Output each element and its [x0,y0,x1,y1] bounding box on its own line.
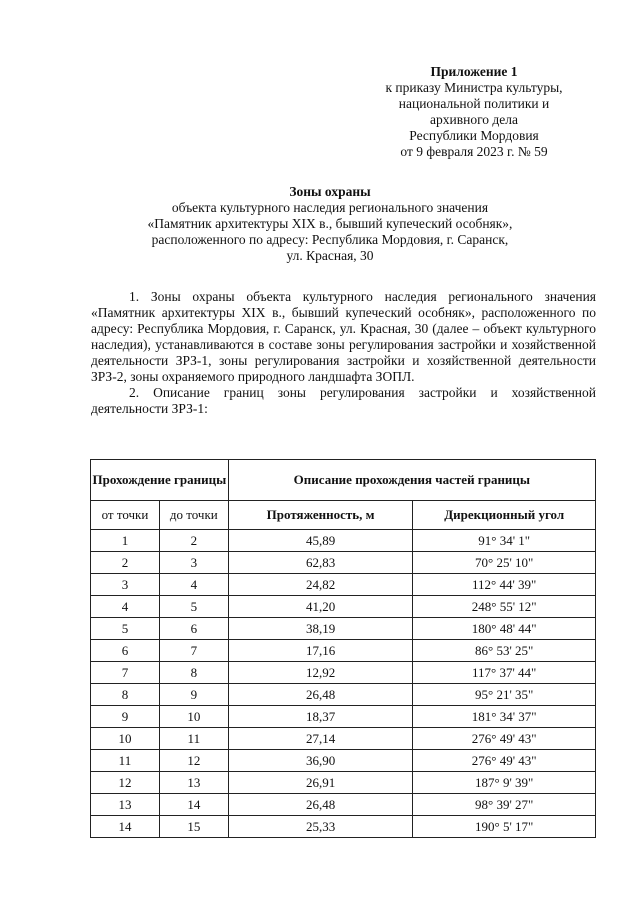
document-heading [100,184,560,264]
cell-length: 24,82 [228,574,413,596]
cell-angle: 70° 25' 10" [413,552,596,574]
body-text [91,289,596,417]
appendix-line: Республики Мордовия [409,128,539,143]
cell-to-point: 12 [159,750,228,772]
cell-angle: 180° 48' 44" [413,618,596,640]
cell-angle: 95° 21' 35" [413,684,596,706]
table-row [91,618,596,640]
cell-to-point: 10 [159,706,228,728]
table-subheader-row [91,501,596,530]
cell-from-point: 7 [91,662,160,684]
cell-from-point: 12 [91,772,160,794]
header-pass: Прохождение границы [91,460,229,501]
table-row [91,794,596,816]
heading-line: «Памятник архитектуры XIX в., бывший купеческий особняк», [147,216,513,231]
header-description: Описание прохождения частей границы [228,460,595,501]
cell-to-point: 5 [159,596,228,618]
cell-angle: 86° 53' 25" [413,640,596,662]
cell-to-point: 9 [159,684,228,706]
cell-angle: 190° 5' 17" [413,816,596,838]
cell-to-point: 13 [159,772,228,794]
heading-title: Зоны охраны [289,184,371,199]
appendix-line: национальной политики и [398,96,550,111]
table-row [91,530,596,552]
cell-from-point: 6 [91,640,160,662]
table-header-row [91,460,596,501]
cell-to-point: 11 [159,728,228,750]
cell-angle: 91° 34' 1" [413,530,596,552]
cell-to-point: 8 [159,662,228,684]
table-row [91,750,596,772]
cell-from-point: 3 [91,574,160,596]
cell-length: 26,91 [228,772,413,794]
heading-line: расположенного по адресу: Республика Мордовия, г. Саранск, [151,232,509,247]
cell-from-point: 10 [91,728,160,750]
cell-from-point: 1 [91,530,160,552]
cell-angle: 117° 37' 44" [413,662,596,684]
appendix-line: архивного дела [430,112,518,127]
cell-to-point: 2 [159,530,228,552]
table-row [91,728,596,750]
table-row [91,684,596,706]
boundary-table [90,459,596,838]
appendix-line: к приказу Министра культуры, [385,80,563,95]
cell-to-point: 14 [159,794,228,816]
cell-length: 25,33 [228,816,413,838]
cell-angle: 181° 34' 37" [413,706,596,728]
cell-to-point: 6 [159,618,228,640]
col-to-point: до точки [159,501,228,530]
cell-length: 18,37 [228,706,413,728]
table-row [91,706,596,728]
cell-from-point: 8 [91,684,160,706]
cell-length: 36,90 [228,750,413,772]
table-row [91,552,596,574]
cell-length: 12,92 [228,662,413,684]
cell-from-point: 13 [91,794,160,816]
col-angle: Дирекционный угол [413,501,596,530]
cell-from-point: 14 [91,816,160,838]
col-from-point: от точки [91,501,160,530]
cell-from-point: 5 [91,618,160,640]
cell-to-point: 7 [159,640,228,662]
cell-to-point: 4 [159,574,228,596]
cell-to-point: 15 [159,816,228,838]
table-row [91,640,596,662]
cell-from-point: 4 [91,596,160,618]
cell-angle: 112° 44' 39" [413,574,596,596]
paragraph-1: 1. Зоны охраны объекта культурного наследия регионального значения «Памятник архитектуры XIX в., бывший купеческий особняк», расположенного по адресу: Республика Мордовия, г. Саранск, ул. Красная, 30 (далее – объект культурного наследия), устанавливаются в составе зоны регулирования застройки и хозяйственной деятельности ЗРЗ-1, зоны регулирования застройки и хозяйственной деятельности ЗРЗ-2, зоны охраняемого природного ландшафта ЗОПЛ. [91,289,596,384]
appendix-block [330,64,618,160]
cell-angle: 187° 9' 39" [413,772,596,794]
appendix-title: Приложение 1 [430,64,518,79]
cell-angle: 276° 49' 43" [413,750,596,772]
cell-angle: 276° 49' 43" [413,728,596,750]
heading-line: ул. Красная, 30 [286,248,374,263]
heading-line: объекта культурного наследия регионального значения [171,200,489,215]
cell-angle: 248° 55' 12" [413,596,596,618]
table-row [91,596,596,618]
appendix-line: от 9 февраля 2023 г. № 59 [400,144,548,159]
cell-length: 62,83 [228,552,413,574]
table-row [91,772,596,794]
table-row [91,816,596,838]
table-row [91,662,596,684]
table-body [91,530,596,838]
cell-from-point: 9 [91,706,160,728]
cell-length: 26,48 [228,684,413,706]
cell-from-point: 2 [91,552,160,574]
cell-length: 26,48 [228,794,413,816]
col-length: Протяженность, м [228,501,413,530]
cell-from-point: 11 [91,750,160,772]
cell-length: 17,16 [228,640,413,662]
cell-length: 27,14 [228,728,413,750]
cell-length: 38,19 [228,618,413,640]
cell-angle: 98° 39' 27" [413,794,596,816]
cell-to-point: 3 [159,552,228,574]
table-row [91,574,596,596]
cell-length: 41,20 [228,596,413,618]
cell-length: 45,89 [228,530,413,552]
paragraph-2: 2. Описание границ зоны регулирования застройки и хозяйственной деятельности ЗРЗ-1: [91,385,596,416]
